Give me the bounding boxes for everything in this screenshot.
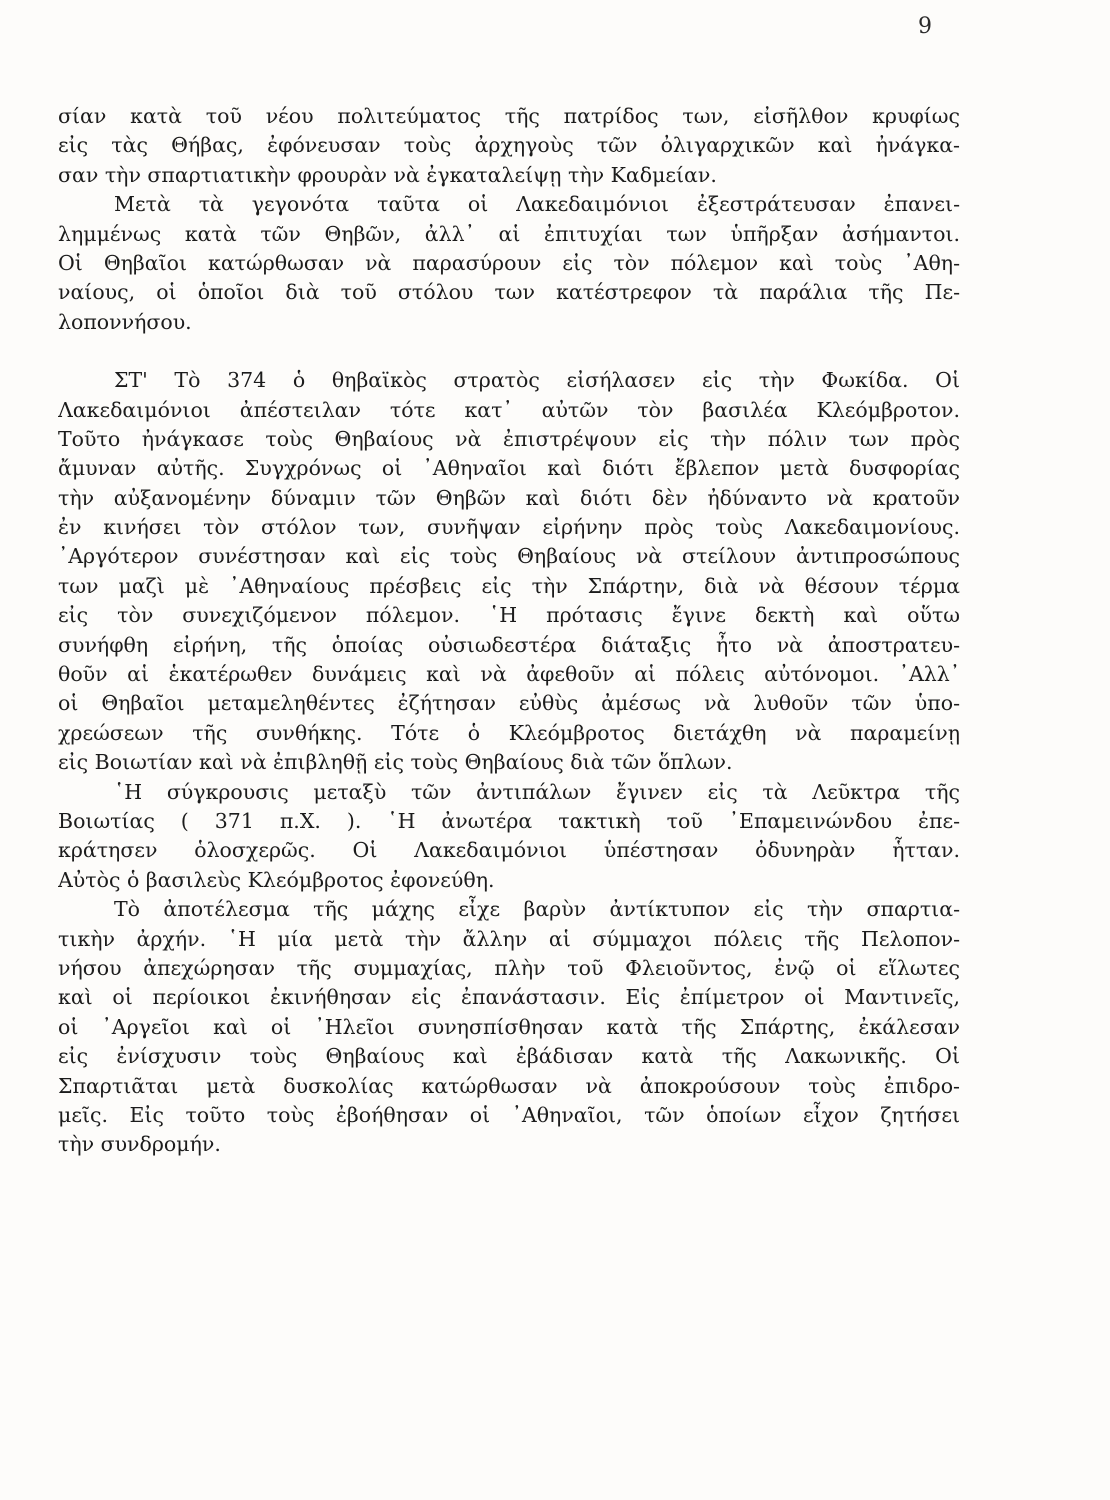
text-line: Σπαρτιᾶται μετὰ δυσκολίας κατώρθωσαν νὰ ἀποκρούσουν τοὺς ἐπιδρο- [58, 1073, 960, 1098]
text-line: θοῦν αἱ ἑκατέρωθεν δυνάμεις καὶ νὰ ἀφεθοῦν αἱ πόλεις αὐτόνομοι. ᾿Αλλ᾽ [58, 662, 960, 687]
text-line: συνήφθη εἰρήνη, τῆς ὁποίας οὐσιωδεστέρα διάταξις ἦτο νὰ ἀποστρατευ- [58, 632, 960, 657]
text-line: τὴν συνδρομήν. [58, 1132, 221, 1157]
text-line: σαν τὴν σπαρτιατικὴν φρουρὰν νὰ ἐγκαταλείψῃ τὴν Καδμείαν. [58, 162, 717, 187]
text-line: ἄμυναν αὐτῆς. Συγχρόνως οἱ ᾿Αθηναῖοι καὶ διότι ἔβλεπον μετὰ δυσφορίας [58, 456, 960, 481]
text-line: χρεώσεων τῆς συνθήκης. Τότε ὁ Κλεόμβροτος διετάχθη νὰ παραμείνῃ [58, 720, 960, 745]
text-line: σίαν κατὰ τοῦ νέου πολιτεύματος τῆς πατρίδος των, εἰσῆλθον κρυφίως [58, 104, 960, 128]
text-line: μεῖς. Εἰς τοῦτο τοὺς ἐβοήθησαν οἱ ᾿Αθηναῖοι, τῶν ὁποίων εἶχον ζητήσει [58, 1102, 960, 1127]
text-line: οἱ Θηβαῖοι μεταμεληθέντες ἐζήτησαν εὐθὺς ἀμέσως νὰ λυθοῦν τῶν ὑπο- [58, 691, 960, 716]
text-line: λοποννήσου. [58, 309, 192, 334]
text-line: εἰς Βοιωτίαν καὶ νὰ ἐπιβληθῇ εἰς τοὺς Θηβαίους διὰ τῶν ὅπλων. [58, 750, 733, 775]
text-line: ἐν κινήσει τὸν στόλον των, συνῆψαν εἰρήνην πρὸς τοὺς Λακεδαιμονίους. [58, 515, 960, 540]
text-line: ῾Η σύγκρουσις μεταξὺ τῶν ἀντιπάλων ἔγινεν εἰς τὰ Λεῦκτρα τῆς [114, 779, 960, 804]
text-line: Μετὰ τὰ γεγονότα ταῦτα οἱ Λακεδαιμόνιοι ἐξεστράτευσαν ἐπανει- [114, 192, 960, 217]
body-text [58, 102, 960, 1160]
text-line: οἱ ᾿Αργεῖοι καὶ οἱ ᾿Ηλεῖοι συνησπίσθησαν κατὰ τῆς Σπάρτης, ἐκάλεσαν [58, 1014, 960, 1039]
text-line: Βοιωτίας ( 371 π.Χ. ). ῾Η ἀνωτέρα τακτικὴ τοῦ ᾿Επαμεινώνδου ἐπε- [58, 808, 960, 833]
text-line: ναίους, οἱ ὁποῖοι διὰ τοῦ στόλου των κατέστρεφον τὰ παράλια τῆς Πε- [58, 280, 960, 305]
text-line: Τοῦτο ἠνάγκασε τοὺς Θηβαίους νὰ ἐπιστρέψουν εἰς τὴν πόλιν των πρὸς [58, 426, 960, 451]
text-line: Λακεδαιμόνιοι ἀπέστειλαν τότε κατ᾽ αὐτῶν τὸν βασιλέα Κλεόμβροτον. [58, 397, 960, 422]
text-line: λημμένως κατὰ τῶν Θηβῶν, ἀλλ᾽ αἱ ἐπιτυχίαι των ὑπῆρξαν ἀσήμαντοι. [58, 221, 960, 246]
text-line: νήσου ἀπεχώρησαν τῆς συμμαχίας, πλὴν τοῦ Φλειοῦντος, ἐνῷ οἱ εἵλωτες [58, 955, 960, 980]
text-line: εἰς τὰς Θήβας, ἐφόνευσαν τοὺς ἀρχηγοὺς τῶν ὀλιγαρχικῶν καὶ ἠνάγκα- [58, 133, 960, 158]
text-line: Οἱ Θηβαῖοι κατώρθωσαν νὰ παρασύρουν εἰς τὸν πόλεμον καὶ τοὺς ᾿Αθη- [58, 250, 960, 275]
text-line: τὴν αὐξανομένην δύναμιν τῶν Θηβῶν καὶ διότι δὲν ἠδύναντο νὰ κρατοῦν [58, 485, 960, 510]
text-line: των μαζὶ μὲ ᾿Αθηναίους πρέσβεις εἰς τὴν Σπάρτην, διὰ νὰ θέσουν τέρμα [58, 573, 960, 598]
text-line: Τὸ ἀποτέλεσμα τῆς μάχης εἶχε βαρὺν ἀντίκτυπον εἰς τὴν σπαρτια- [114, 897, 960, 922]
text-line: εἰς τὸν συνεχιζόμενον πόλεμον. ῾Η πρότασις ἔγινε δεκτὴ καὶ οὕτω [58, 603, 960, 628]
text-line: τικὴν ἀρχήν. ῾Η μία μετὰ τὴν ἄλλην αἱ σύμμαχοι πόλεις τῆς Πελοπον- [58, 926, 960, 951]
text-line: κράτησεν ὁλοσχερῶς. Οἱ Λακεδαιμόνιοι ὑπέστησαν ὀδυνηρὰν ἧτταν. [58, 838, 960, 863]
section-heading-line: ΣΤ' Τὸ 374 ὁ θηβαϊκὸς στρατὸς εἰσήλασεν εἰς τὴν Φωκίδα. Οἱ [114, 368, 960, 393]
text-line: εἰς ἐνίσχυσιν τοὺς Θηβαίους καὶ ἐβάδισαν κατὰ τῆς Λακωνικῆς. Οἱ [58, 1044, 960, 1069]
text-line: Αὐτὸς ὁ βασιλεὺς Κλεόμβροτος ἐφονεύθη. [58, 867, 495, 892]
text-line: ᾿Αργότερον συνέστησαν καὶ εἰς τοὺς Θηβαίους νὰ στείλουν ἀντιπροσώπους [58, 544, 960, 569]
page-number: 9 [918, 14, 932, 39]
text-line: καὶ οἱ περίοικοι ἐκινήθησαν εἰς ἐπανάστασιν. Εἰς ἐπίμετρον οἱ Μαντινεῖς, [58, 985, 960, 1010]
